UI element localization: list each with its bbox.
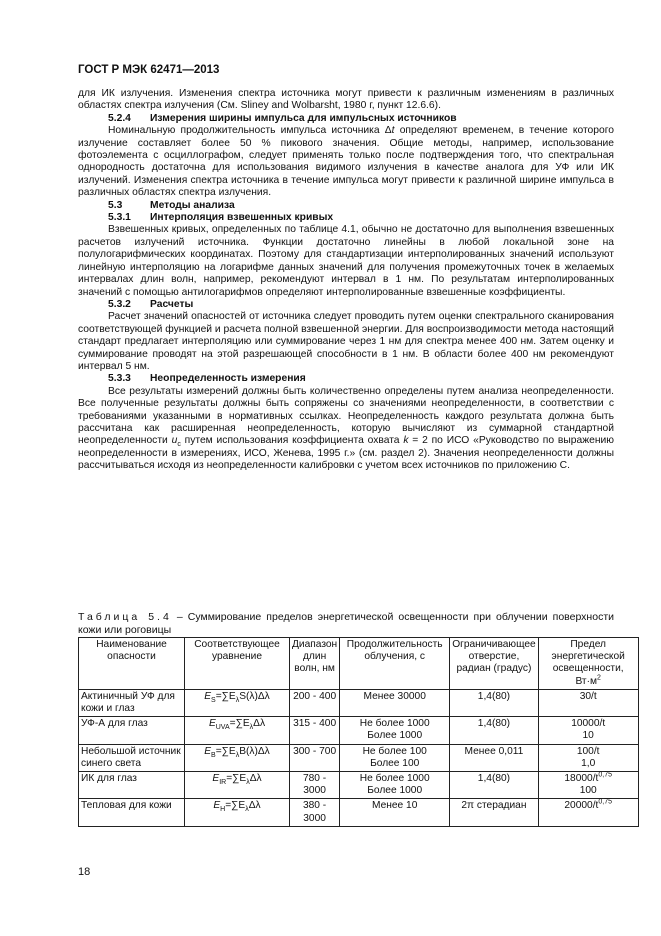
page-number: 18 bbox=[78, 866, 91, 878]
eq-subscript: B bbox=[211, 751, 216, 759]
cell-text: Актиничный УФ для кожи и глаз bbox=[81, 690, 175, 715]
cell-equation bbox=[185, 717, 290, 744]
eq-subscript: λ bbox=[249, 724, 254, 732]
table-caption bbox=[78, 611, 614, 636]
cell-text: Менее 30000 bbox=[363, 690, 426, 702]
header-text: Предел энергетической освещенности, Вт·м bbox=[551, 639, 625, 687]
cell-text: 30/t bbox=[579, 690, 597, 702]
paragraph-5-2-4 bbox=[78, 125, 614, 199]
heading-title: Методы анализа bbox=[150, 199, 235, 211]
heading-5-3-1 bbox=[78, 212, 614, 224]
eq-text: =∑E bbox=[226, 773, 247, 785]
cell-hazard-name bbox=[79, 689, 185, 716]
cell-text: 2π стерадиан bbox=[461, 800, 527, 812]
paragraph-5-3-1: Взвешенных кривых, определенных по таблице 4.1, обычно не достаточно для выполнения взвешенных расчетов излучений источника. Функции достаточно линейны в любой локальной зоне на полулогарифмических координатах. Поэтому для стандартизации интерполированных значений используют линейную интерполяцию на логарифме данных значений для получения промежуточных точек в желаемых интервалах длин волн, например, рекомендуют интервал в 1 нм. По результатам интерполированных значений с помощью антилогарифмов определяют интерполированные взвешенные коэффициенты. bbox=[78, 224, 614, 298]
eq-text: S(λ)Δλ bbox=[239, 690, 270, 702]
cell-text: Небольшой источник синего света bbox=[81, 745, 181, 769]
column-header: Наименование опасности bbox=[79, 638, 185, 690]
eq-text: =∑E bbox=[215, 690, 236, 702]
heading-number: 5.3 bbox=[108, 199, 123, 211]
heading-title: Интерполяция взвешенных кривых bbox=[150, 212, 334, 224]
table-header-row bbox=[79, 638, 639, 690]
document-header: ГОСТ Р МЭК 62471—2013 bbox=[78, 64, 220, 76]
cell-text: 1,4(80) bbox=[477, 773, 511, 785]
cell-hazard-name bbox=[79, 744, 185, 771]
heading-5-3-2 bbox=[78, 299, 614, 311]
cell-wavelength-range bbox=[290, 689, 340, 716]
eq-text: =∑E bbox=[215, 745, 236, 757]
eq-symbol: E bbox=[213, 800, 221, 812]
eq-subscript: H bbox=[220, 806, 226, 814]
superscript: 0,75 bbox=[598, 799, 612, 807]
text-run: Номинальную продолжительность импульса источника Δ bbox=[108, 125, 392, 137]
cell-wavelength-range bbox=[290, 717, 340, 744]
table-row bbox=[79, 717, 639, 744]
table-row bbox=[79, 689, 639, 716]
table-caption-text: – Суммирование пределов энергетической освещенности при облучении поверхности кожи или роговицы bbox=[78, 611, 614, 636]
cell-hazard-name bbox=[79, 717, 185, 744]
variable-k: k bbox=[403, 435, 409, 447]
cell-text: УФ-А для глаз bbox=[81, 718, 148, 730]
paragraph-5-3-2: Расчет значений опасностей от источника следует проводить путем оценки спектрального сканирования соответствующей функцией и расчета полной взвешенной энергии. Для воспроизводимости метода настоящий стандарт предлагает интерполяцию или суммирование через 1 нм для спектра менее 400 нм. Затем оценку и суммирование проводят на этой разрешающей способности в 1 нм. В области более 400 нм рекомендуют интервал 5 нм. bbox=[78, 311, 614, 372]
cell-limit bbox=[538, 799, 638, 826]
heading-title: Измерения ширины импульса для импульсных источников bbox=[150, 112, 457, 124]
heading-5-3 bbox=[78, 200, 614, 212]
table-label: Таблица 5.4 bbox=[78, 611, 172, 623]
cell-text: 780 - 3000 bbox=[302, 773, 327, 797]
eq-symbol: E bbox=[208, 718, 216, 730]
cell-duration bbox=[340, 689, 450, 716]
cell-equation bbox=[185, 689, 290, 716]
column-header bbox=[538, 638, 638, 690]
eq-symbol: E bbox=[204, 690, 212, 702]
cell-duration bbox=[340, 772, 450, 799]
cell-text: 1,4(80) bbox=[477, 718, 511, 730]
heading-title: Расчеты bbox=[150, 298, 194, 310]
cell-duration bbox=[340, 799, 450, 826]
eq-subscript: λ bbox=[245, 806, 249, 814]
eq-subscript: UVA bbox=[215, 724, 230, 732]
cell-text: ИК для глаз bbox=[81, 773, 137, 785]
cell-aperture bbox=[450, 744, 539, 771]
text-run: путем использования коэффициента охвата bbox=[180, 435, 404, 447]
cell-wavelength-range bbox=[290, 772, 340, 799]
paragraph-intro: для ИК излучения. Изменения спектра источника могут привести к различным изменениям в различных областях спектра излучения (См. Sliney and Wolbarsht, 1980 г, пункт 12.6.6). bbox=[78, 88, 614, 112]
cell-duration bbox=[340, 717, 450, 744]
heading-number: 5.3.3 bbox=[108, 373, 131, 385]
eq-text: B(λ)Δλ bbox=[239, 745, 270, 757]
cell-aperture bbox=[450, 772, 539, 799]
variable-u: u bbox=[171, 435, 178, 447]
cell-text: Не более 100 Более 100 bbox=[362, 745, 427, 769]
column-header: Диапазон длин волн, нм bbox=[290, 638, 340, 690]
column-header: Соответствующее уравнение bbox=[185, 638, 290, 690]
cell-wavelength-range bbox=[290, 744, 340, 771]
cell-aperture bbox=[450, 799, 539, 826]
cell-text: Менее 10 bbox=[371, 800, 418, 812]
cell-hazard-name bbox=[79, 799, 185, 826]
cell-text: 20000/t bbox=[564, 800, 599, 812]
eq-subscript: λ bbox=[235, 696, 240, 704]
column-header: Продолжительность облучения, с bbox=[340, 638, 450, 690]
cell-aperture bbox=[450, 717, 539, 744]
cell-equation bbox=[185, 772, 290, 799]
eq-symbol: E bbox=[212, 773, 220, 785]
limits-table bbox=[78, 637, 639, 827]
text-run: Все результаты измерений должны быть количественно определены путем анализа неопределенности. Все полученные результаты должны быть сопряжены со значениями неопределенности, в соответствии с требованиями указанными в нормативных ссылках. Неопределенность каждого результата должна быть рассчитана как расширенная неопределенность, которую вычисляют из суммарной стандартной неопределенности bbox=[78, 385, 614, 447]
eq-subscript: λ bbox=[235, 751, 240, 759]
eq-text: Δλ bbox=[253, 718, 266, 730]
cell-duration bbox=[340, 744, 450, 771]
cell-text: 10000/t 10 bbox=[571, 718, 606, 742]
cell-text: Не более 1000 Более 1000 bbox=[359, 718, 430, 742]
heading-title: Неопределенность измерения bbox=[150, 373, 306, 385]
cell-text: 100/t 1,0 bbox=[576, 745, 600, 769]
text-run: = 2 по ИСО «Руководство по выражению неопределенности в измерениях, ИСО, Женева, 1995 г.» (см. раздел 2). Значения неопределенности должны рассчитываться исходя из неопределенности калибровки с учетом всех источников по приложению С. bbox=[78, 435, 614, 472]
heading-5-2-4 bbox=[78, 113, 614, 125]
superscript: 2 bbox=[597, 674, 601, 682]
cell-text: 18000/t bbox=[564, 773, 599, 785]
eq-subscript: λ bbox=[246, 779, 250, 787]
cell-text: Менее 0,011 bbox=[464, 745, 524, 757]
table-row bbox=[79, 799, 639, 826]
cell-equation bbox=[185, 799, 290, 826]
cell-limit bbox=[538, 717, 638, 744]
cell-aperture bbox=[450, 689, 539, 716]
superscript: 0,75 bbox=[598, 771, 612, 779]
cell-limit bbox=[538, 772, 638, 799]
heading-5-3-3 bbox=[78, 373, 614, 385]
cell-text: Тепловая для кожи bbox=[81, 800, 172, 812]
cell-limit bbox=[538, 744, 638, 771]
cell-text: 315 - 400 bbox=[293, 718, 337, 730]
cell-hazard-name bbox=[79, 772, 185, 799]
cell-text: 1,4(80) bbox=[477, 690, 511, 702]
cell-text: 380 - 3000 bbox=[302, 800, 327, 824]
cell-equation bbox=[185, 744, 290, 771]
eq-subscript: IR bbox=[219, 779, 227, 787]
table-row bbox=[79, 744, 639, 771]
eq-text: Δλ bbox=[248, 800, 261, 812]
cell-text: 300 - 700 bbox=[293, 745, 337, 757]
eq-text: =∑E bbox=[229, 718, 250, 730]
eq-text: =∑E bbox=[225, 800, 246, 812]
cell-text: Не более 1000 Более 1000 bbox=[359, 773, 430, 797]
eq-symbol: E bbox=[204, 745, 212, 757]
paragraph-5-3-3 bbox=[78, 386, 614, 473]
text-run: определяют временем, в течение которого излучение составляет более 50 % пикового значения. Общие методы, например, использование фотоэлемента с осциллографом, следует применять только после подтверждения того, что спектральная однородность достаточна для использования видимого излучения в качестве аналога для УФ или ИК излучений. Изменения спектра источника в течение импульса могут привести к различной ширине импульса в различных областях спектра излучения. bbox=[78, 125, 614, 199]
heading-number: 5.3.2 bbox=[108, 298, 131, 310]
cell-text: 200 - 400 bbox=[293, 690, 337, 702]
heading-number: 5.2.4 bbox=[108, 112, 131, 124]
variable-t: t bbox=[391, 125, 395, 137]
cell-text: 100 bbox=[579, 785, 597, 797]
eq-subscript: S bbox=[211, 696, 216, 704]
eq-text: Δλ bbox=[249, 773, 262, 785]
column-header: Ограничивающее отверстие, радиан (градус) bbox=[450, 638, 539, 690]
subscript-c: c bbox=[177, 441, 181, 449]
cell-limit bbox=[538, 689, 638, 716]
table-row bbox=[79, 772, 639, 799]
heading-number: 5.3.1 bbox=[108, 212, 131, 224]
cell-wavelength-range bbox=[290, 799, 340, 826]
document-body bbox=[78, 88, 614, 473]
